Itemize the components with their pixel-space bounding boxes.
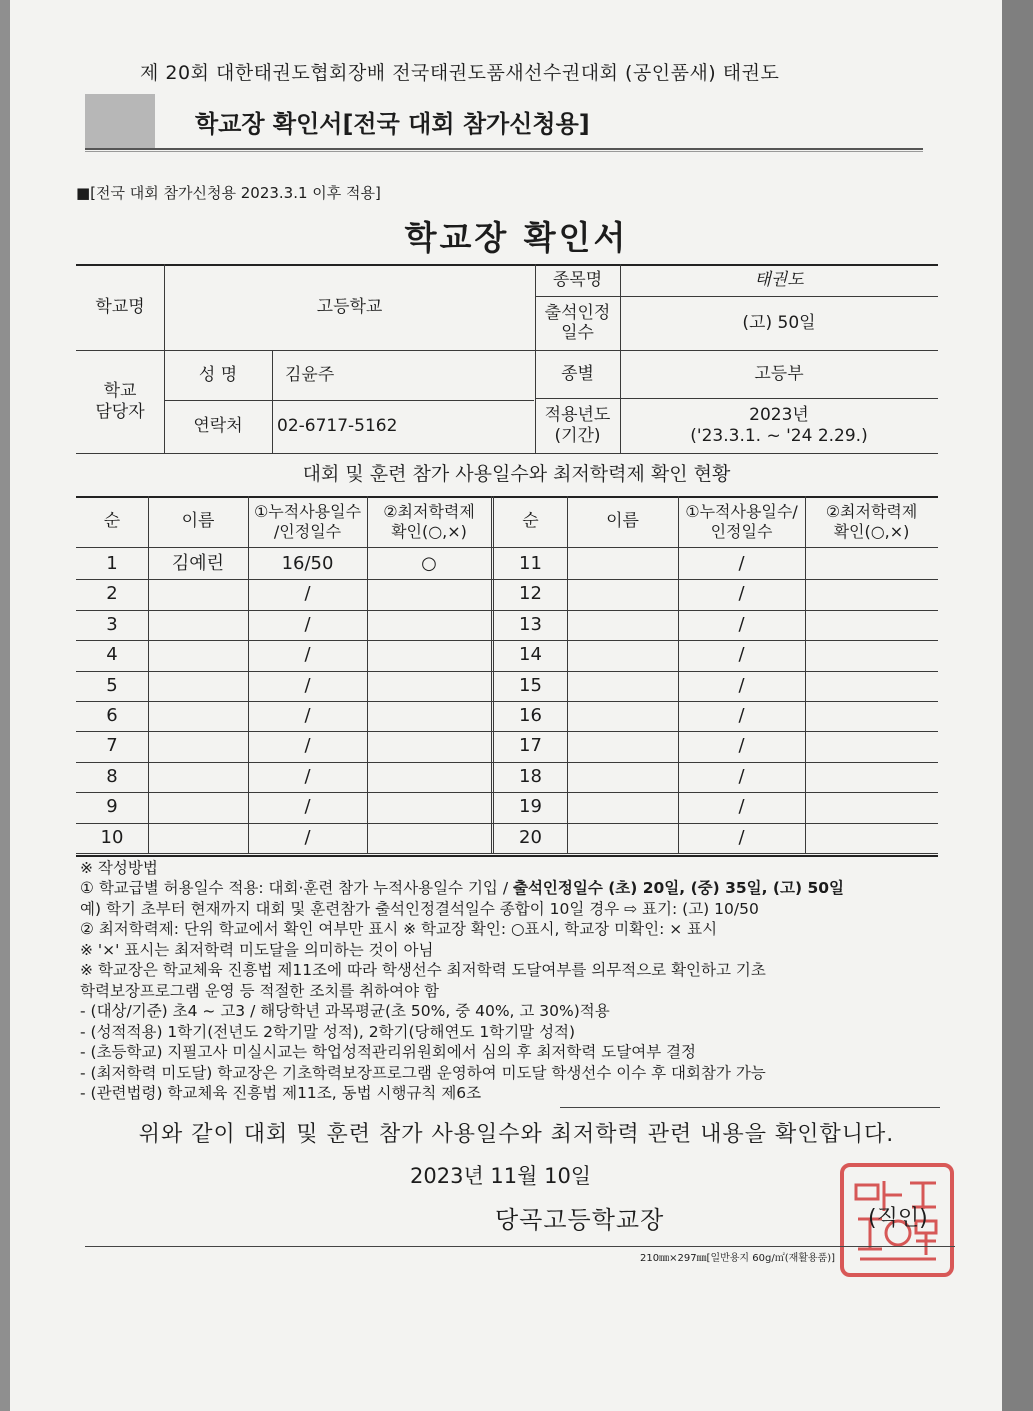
footer-rule [85, 1246, 955, 1247]
table-cell-no: 18 [519, 766, 542, 788]
table-cell-edu [805, 701, 938, 731]
writing-instructions [80, 858, 950, 1103]
table-cell-name [567, 671, 678, 701]
table-cell-name [148, 792, 248, 822]
table-cell-edu [805, 792, 938, 822]
table-cell-edu [367, 579, 491, 609]
table-cell-edu [805, 762, 938, 792]
table-cell-no: 12 [519, 583, 542, 605]
attendance-days-label: 출석인정 일수 [544, 302, 611, 343]
table-cell-days: / [738, 766, 745, 788]
table-cell-name [567, 579, 678, 609]
header-no-right: 순 [522, 511, 539, 532]
note-5: 학력보장프로그램 운영 등 적절한 조치를 취하여야 함 [80, 981, 439, 1000]
table-cell-days: / [304, 705, 311, 727]
table-cell-no: 4 [106, 644, 118, 666]
table-cell-no: 16 [519, 705, 542, 727]
table-cell-no: 6 [106, 705, 118, 727]
table-cell-days: / [738, 644, 745, 666]
seal-label: (직인) [868, 1206, 928, 1231]
note-7: - (성적적용) 1학기(전년도 2학기말 성적), 2학기(당해연도 1학기말 성적) [80, 1022, 576, 1041]
note-10: - (관련법령) 학교체육 진흥법 제11조, 동법 시행규칙 제6조 [80, 1083, 482, 1102]
table-cell-edu [367, 762, 491, 792]
table-cell-no: 20 [519, 827, 542, 849]
table-cell-no: 8 [106, 766, 118, 788]
note-8: - (초등학교) 지필고사 미실시교는 학업성적관리위원회에서 심의 후 최저학력 도달여부 결정 [80, 1043, 697, 1062]
table-cell-edu [367, 610, 491, 640]
table-cell-no: 3 [106, 614, 118, 636]
table-cell-days: / [304, 796, 311, 818]
table-cell-no: 5 [106, 675, 118, 697]
school-name-value: 고등학교 [316, 296, 383, 317]
table-cell-name [567, 549, 678, 579]
header-edu-right: ②최저학력제 확인(○,×) [825, 502, 918, 541]
note-2: ② 최저학력제: 단위 학교에서 확인 여부만 표시 ※ 학교장 확인: ○표시, 학교장 미확인: × 표시 [80, 920, 718, 939]
table-cell-name [567, 610, 678, 640]
table-cell-edu [367, 731, 491, 761]
table-cell-no: 17 [519, 735, 542, 757]
table-cell-edu [805, 671, 938, 701]
table-cell-name [148, 671, 248, 701]
table-cell-days: / [304, 614, 311, 636]
table-cell-days: / [738, 705, 745, 727]
note-1: ① 학교급별 허용일수 적용: 대회·훈련 참가 누적사용일수 기입 / 출석인정일수 (초) 20일, (중) 35일, (고) 50일 [80, 879, 845, 898]
table-cell-days: / [304, 583, 311, 605]
table-cell-edu [367, 671, 491, 701]
notes-rule [560, 1107, 940, 1108]
principal-title: 당곡고등학교장 [495, 1206, 665, 1234]
table-cell-no: 10 [100, 827, 124, 849]
header-no: 순 [103, 511, 121, 532]
contact-label: 연락처 [193, 416, 243, 437]
table-cell-name [148, 610, 248, 640]
table-cell-edu [805, 731, 938, 761]
manager-label: 학교 담당자 [95, 381, 145, 422]
table-cell-days: / [304, 644, 311, 666]
table-cell-name [148, 823, 248, 853]
note-3: ※ '×' 표시는 최저학력 미도달을 의미하는 것이 아님 [80, 940, 434, 959]
category-value: 고등부 [754, 363, 804, 384]
table-cell-no: 2 [106, 583, 118, 605]
table-cell-days: / [304, 735, 311, 757]
issue-date: 2023년 11월 10일 [410, 1164, 592, 1188]
main-table-bottom-rule [76, 855, 938, 857]
table-cell-name [567, 640, 678, 670]
table-cell-days: / [738, 614, 745, 636]
period-label: 적용년도 (기간) [544, 405, 611, 446]
table-cell-edu [367, 640, 491, 670]
table-cell-edu [805, 823, 938, 853]
table-cell-no: 1 [106, 553, 118, 575]
header-name: 이름 [181, 511, 215, 532]
note-4: ※ 학교장은 학교체육 진흥법 제11조에 따라 학생선수 최저학력 도달여부를 의무적으로 확인하고 기초 [80, 961, 766, 980]
table-cell-days: / [738, 735, 745, 757]
school-name-label: 학교명 [95, 296, 145, 317]
table-cell-no: 7 [106, 735, 118, 757]
header-edu: ②최저학력제 확인(○,×) [383, 502, 475, 541]
table-cell-days: / [738, 827, 745, 849]
table-cell-edu [367, 701, 491, 731]
table-cell-days: / [304, 675, 311, 697]
sport-label: 종목명 [552, 269, 603, 290]
document-title: 학교장 확인서 [404, 218, 629, 257]
table-cell-no: 14 [519, 644, 542, 666]
header-name-right: 이름 [606, 511, 639, 532]
table-cell-name [148, 731, 248, 761]
table-cell-no: 11 [519, 553, 542, 575]
table-cell-days: 16/50 [281, 553, 334, 575]
manager-name-label: 성 명 [198, 364, 238, 385]
table-cell-name [567, 792, 678, 822]
header-rule [85, 148, 923, 150]
table-cell-days: / [304, 827, 311, 849]
period-value: 2023년 ('23.3.1. ~ '24 2.29.) [690, 405, 868, 446]
note-1-example: 예) 학기 초부터 현재까지 대회 및 훈련참가 출석인정결석일수 종합이 10일 경우 ⇨ 표기: (고) 10/50 [80, 899, 759, 918]
table-cell-days: / [738, 553, 745, 575]
row-divider [76, 853, 938, 854]
table-cell-name [567, 701, 678, 731]
table-cell-edu [805, 579, 938, 609]
section-title: 대회 및 훈련 참가 사용일수와 최저학력제 확인 현황 [302, 463, 731, 485]
table-cell-no: 15 [519, 675, 542, 697]
event-title: 제 20회 대한태권도협회장배 전국태권도품새선수권대회 (공인품새) 태권도 [140, 62, 780, 84]
confirmation-statement: 위와 같이 대회 및 훈련 참가 사용일수와 최저학력 관련 내용을 확인합니다. [138, 1122, 895, 1147]
attendance-days-value: (고) 50일 [742, 312, 816, 333]
apply-note: ■[전국 대회 참가신청용 2023.3.1 이후 적용] [76, 184, 381, 202]
table-cell-days: / [738, 583, 745, 605]
table-cell-edu [367, 823, 491, 853]
table-cell-no: 9 [106, 796, 118, 818]
header-rule-thin [85, 151, 923, 152]
note-9: - (최저학력 미도달) 학교장은 기초학력보장프로그램 운영하여 미도달 학생선수 이수 후 대회참가 가능 [80, 1063, 766, 1082]
table-cell-name [567, 731, 678, 761]
table-cell-days: / [304, 766, 311, 788]
contact-value: 02-6717-5162 [277, 416, 398, 437]
paper-spec: 210㎜×297㎜[일반용지 60g/㎡(재활용품)] [640, 1253, 836, 1264]
table-cell-edu [805, 640, 938, 670]
sport-value: 태권도 [754, 269, 804, 290]
table-cell-name [567, 762, 678, 792]
header-days-right: ①누적사용일수/ 인정일수 [685, 502, 798, 541]
table-cell-name: 김예린 [171, 553, 225, 575]
note-6: - (대상/기준) 초4 ~ 고3 / 해당학년 과목평균(초 50%, 중 40%, 고 30%)적용 [80, 1002, 610, 1021]
table-cell-name [148, 640, 248, 670]
table-cell-edu [367, 792, 491, 822]
category-label: 종별 [561, 363, 594, 384]
table-cell-name [148, 579, 248, 609]
table-cell-name [148, 701, 248, 731]
table-cell-no: 19 [519, 796, 542, 818]
table-cell-name [148, 762, 248, 792]
header-gray-block [85, 94, 155, 149]
table-cell-no: 13 [519, 614, 542, 636]
header-days: ①누적사용일수 /인정일수 [253, 502, 362, 541]
table-cell-edu [805, 610, 938, 640]
table-cell-days: / [738, 796, 745, 818]
form-title: 학교장 확인서[전국 대회 참가신청용] [195, 110, 590, 138]
table-cell-edu [805, 549, 938, 579]
table-cell-days: / [738, 675, 745, 697]
manager-name-value: 김윤주 [285, 364, 335, 385]
notes-heading: ※ 작성방법 [80, 859, 158, 877]
table-cell-name [567, 823, 678, 853]
table-cell-edu: ○ [421, 553, 437, 575]
